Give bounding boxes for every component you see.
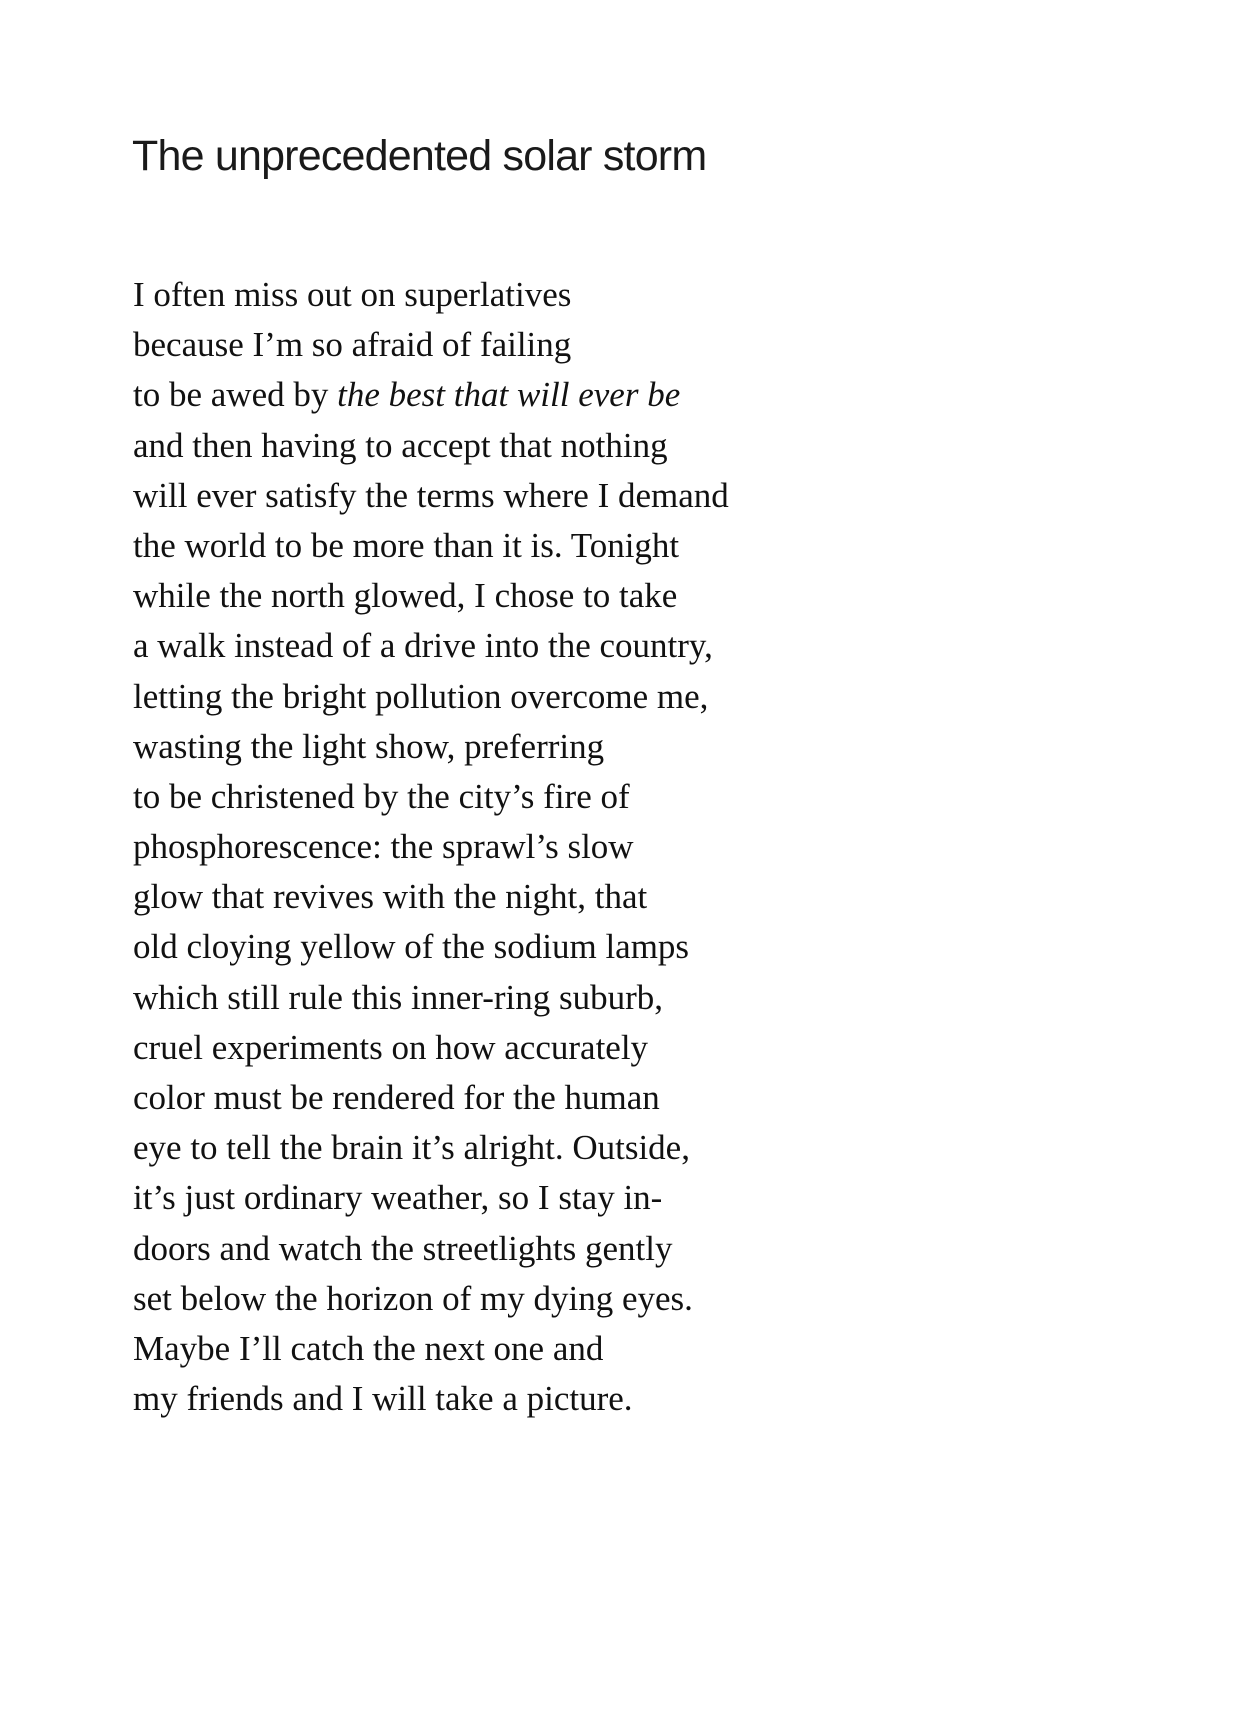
poem-line: set below the horizon of my dying eyes.: [133, 1278, 693, 1318]
poem-line: and then having to accept that nothing: [133, 425, 668, 465]
poem-line: it’s just ordinary weather, so I stay in-: [133, 1178, 663, 1218]
poem-line: color must be rendered for the human: [133, 1078, 660, 1117]
poem-line: old cloying yellow of the sodium lamps: [133, 927, 690, 967]
italic-phrase: the best that will ever be: [337, 375, 681, 415]
poem-line-text: to be awed by: [133, 375, 338, 415]
poem-line: while the north glowed, I chose to take: [133, 576, 678, 616]
poem-line: because I’m so afraid of failing: [133, 325, 572, 365]
poem-line: Maybe I’ll catch the next one and: [133, 1328, 604, 1368]
poem-line: letting the bright pollution overcome me,: [133, 676, 709, 716]
poem-line: doors and watch the streetlights gently: [133, 1228, 673, 1268]
poem-line: [133, 370, 729, 420]
poem-line: to be christened by the city’s fire of: [133, 776, 630, 816]
poem-title: The unprecedented solar storm: [132, 132, 707, 180]
poem-body: [133, 270, 729, 1424]
poem-line: a walk instead of a drive into the country,: [133, 626, 713, 666]
poem-line: which still rule this inner-ring suburb,: [133, 977, 664, 1017]
poem-line: glow that revives with the night, that: [133, 877, 648, 917]
poem-line: my friends and I will take a picture.: [133, 1379, 633, 1419]
poem-line: cruel experiments on how accurately: [133, 1027, 649, 1067]
poem-line: phosphorescence: the sprawl’s slow: [133, 827, 634, 867]
poem-line: wasting the light show, preferring: [133, 726, 605, 766]
poem-line: I often miss out on superlatives: [133, 275, 572, 314]
poem-line: eye to tell the brain it’s alright. Outside,: [133, 1128, 690, 1168]
poem-line: the world to be more than it is. Tonight: [133, 525, 680, 565]
poem-line: will ever satisfy the terms where I demand: [133, 475, 729, 515]
